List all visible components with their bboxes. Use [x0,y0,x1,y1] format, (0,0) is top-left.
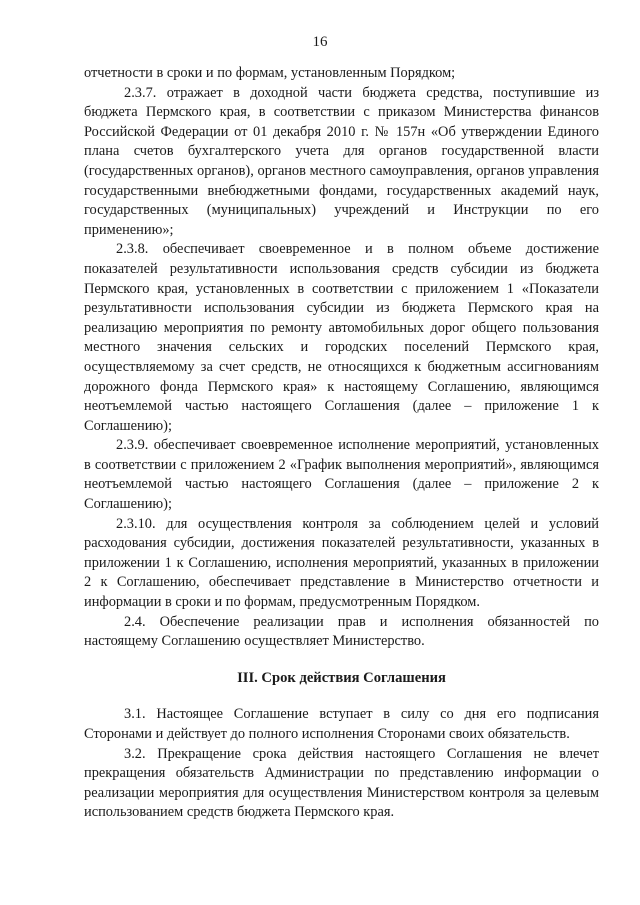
paragraph-3-1: 3.1. Настоящее Соглашение вступает в силу со дня его подписания Сторонами и действует до полного исполнения Сторонами своих обязательств. [84,706,599,742]
paragraph-continuation: отчетности в сроки и по формам, установленным Порядком; [84,65,456,81]
paragraph-2-3-9: 2.3.9. обеспечивает своевременное исполнение мероприятий, установленных в соответствии с приложением 2 «График выполнения мероприятий», являющимся неотъемлемой частью настоящего Соглашения (далее – приложение 2 к Соглашению); [84,437,599,513]
paragraph-2-3-10: 2.3.10. для осуществления контроля за соблюдением целей и условий расходования субсидии, достижения показателей результативности, указанных в приложении 1 к Соглашению, исполнения мероприятий, указанных в приложении 2 к Соглашению, обеспечивает представление в Министерство отчетности и информации в сроки и по формам, предусмотренным Порядком. [84,515,599,611]
paragraph-2-4: 2.4. Обеспечение реализации прав и исполнения обязанностей по настоящему Соглашению осуществляет Министерство. [84,613,599,650]
paragraph-3-2: 3.2. Прекращение срока действия настоящего Соглашения не влечет прекращения обязательств Администрации по представлению информации о реализации мероприятия для осуществления Министерством контроля за целевым использованием средств бюджета Пермского края. [84,745,599,821]
document-body [84,64,599,823]
section-heading: III. Срок действия Соглашения [237,669,446,686]
paragraph-2-3-8: 2.3.8. обеспечивает своевременное и в полном объеме достижение показателей результативности использования средств субсидии из бюджета Пермского края, установленных в соответствии с приложением 1 «Показатели результативности использования субсидии из бюджета Пермского края на реализацию мероприятия по ремонту автомобильных дорог общего пользования местного значения сельских и городских поселений Пермского края, осуществляемому за счет средств, не относящихся к бюджетным ассигнованиям дорожного фонда Пермского края» к настоящему Соглашению, являющимся неотъемлемой частью настоящего Соглашения (далее – приложение 1 к Соглашению); [84,241,599,434]
paragraph-2-3-7: 2.3.7. отражает в доходной части бюджета средства, поступившие из бюджета Пермского края, в соответствии с приказом Министерства финансов Российской Федерации от 01 декабря 2010 г. № 157н «Об утверждении Единого плана счетов бухгалтерского учета для органов государственной власти (государственных органов), органов местного самоуправления, органов управления государственными внебюджетными фондами, государственных академий наук, государственных (муниципальных) учреждений и Инструкции по его применению»; [84,84,599,238]
page-number: 16 [312,34,328,50]
